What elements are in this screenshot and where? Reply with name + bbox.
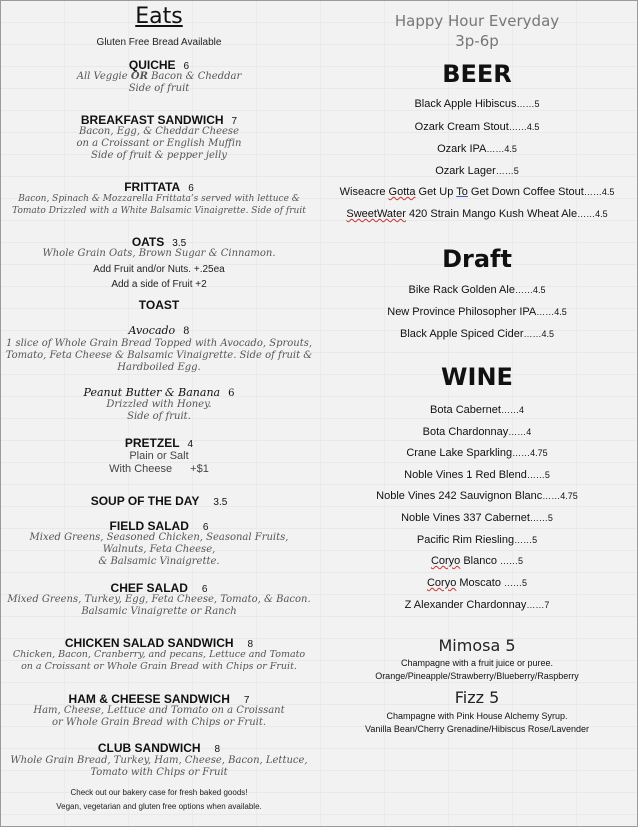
field-desc-2: Walnuts, Feta Cheese, — [102, 544, 216, 555]
chef-desc-2: Balsamic Vinaigrette or Ranch — [81, 606, 237, 617]
wine-item: Bota Chardonnay……4 — [422, 426, 532, 438]
happy-hour-time: 3p-6p — [455, 32, 499, 50]
beer-item: Ozark Cream Stout……4.5 — [414, 121, 540, 133]
fizz-desc-2: Vanilla Bean/Cherry Grenadine/Hibiscus Rose/Lavender — [365, 724, 589, 734]
wine-item: Z Alexander Chardonnay……7 — [404, 599, 550, 611]
club-desc-1: Whole Grain Bread, Turkey, Ham, Cheese, Bacon, Lettuce, — [10, 755, 308, 766]
fizz-title: Fizz 5 — [454, 688, 500, 707]
breakfast-desc-3: Side of fruit & pepper jelly — [91, 150, 227, 161]
pb-desc-1: Drizzled with Honey. — [106, 399, 212, 410]
pb-desc-2: Side of fruit. — [127, 411, 191, 422]
pb-banana-item: Peanut Butter & Banana 6 — [83, 386, 235, 399]
breakfast-desc-1: Bacon, Egg, & Cheddar Cheese — [79, 126, 239, 137]
toast-heading: TOAST — [138, 298, 180, 312]
wine-item: Coryo Blanco ……5 — [430, 555, 524, 567]
chicken-desc-1: Chicken, Bacon, Cranberry, and pecans, Lettuce and Tomato — [12, 649, 306, 660]
wine-item: Coryo Moscato ……5 — [426, 577, 528, 589]
wine-item: Bota Cabernet……4 — [430, 404, 524, 416]
pretzel-item: PRETZEL 4 — [124, 436, 194, 450]
chef-desc-1: Mixed Greens, Turkey, Egg, Feta Cheese, Tomato, & Bacon. — [7, 594, 311, 605]
avocado-toast-item: Avocado 8 — [128, 324, 190, 337]
beer-item: Wiseacre Gotta Get Up To Get Down Coffee Stout……4.5 — [339, 186, 615, 198]
oats-desc: Whole Grain Oats, Brown Sugar & Cinnamon. — [42, 248, 276, 259]
ham-desc-2: or Whole Grain Bread with Chips or Fruit. — [51, 717, 267, 728]
draft-item: New Province Philosopher IPA……4.5 — [387, 306, 567, 318]
field-desc-3: & Balsamic Vinaigrette. — [98, 556, 220, 567]
eats-title: Eats — [135, 4, 183, 29]
beer-item: Ozark IPA……4.5 — [437, 143, 517, 155]
avocado-desc-2: Tomato, Feta Cheese & Balsamic Vinaigrette. Side of fruit & — [5, 350, 313, 361]
soup-item: SOUP OF THE DAY 3.5 — [90, 494, 228, 508]
wine-item: Pacific Rim Riesling……5 — [416, 534, 538, 546]
footer-bakery: Check out our bakery case for fresh baked goods! — [70, 788, 248, 797]
wine-item: Crane Lake Sparkling……4.75 — [406, 447, 548, 459]
ham-desc-1: Ham, Cheese, Lettuce and Tomato on a Croissant — [33, 705, 285, 716]
draft-title: Draft — [442, 245, 512, 273]
frittata-desc-1: Bacon, Spinach & Mozzarella Frittata’s served with lettuce & — [18, 194, 300, 204]
avocado-desc-3: Hardboiled Egg. — [117, 362, 201, 373]
quiche-side: Side of fruit — [128, 83, 190, 94]
field-salad-item: FIELD SALAD 6 — [109, 519, 209, 533]
club-desc-2: Tomato with Chips or Fruit — [90, 767, 228, 778]
wine-item: Noble Vines 1 Red Blend……5 — [404, 469, 550, 481]
avocado-desc-1: 1 slice of Whole Grain Bread Topped with Avocado, Sprouts, — [5, 338, 313, 349]
wine-item: Noble Vines 337 Cabernet……5 — [401, 512, 553, 524]
pretzel-cheese: With Cheese +$1 — [109, 463, 209, 475]
wine-title: WINE — [441, 363, 513, 391]
beer-item: Ozark Lager……5 — [435, 165, 519, 177]
gluten-note: Gluten Free Bread Available — [96, 37, 222, 48]
quiche-desc: All Veggie OR Bacon & Cheddar — [76, 71, 242, 82]
oats-item: OATS 3.5 — [131, 235, 187, 249]
oats-addon: Add Fruit and/or Nuts. +.25ea — [93, 264, 225, 275]
ham-cheese-item: HAM & CHEESE SANDWICH 7 — [68, 692, 250, 706]
breakfast-sandwich-item: BREAKFAST SANDWICH 7 — [80, 113, 238, 127]
frittata-desc-2: Tomato Drizzled with a White Balsamic Vinaigrette. Side of fruit — [12, 206, 306, 216]
club-sandwich-item: CLUB SANDWICH 8 — [97, 741, 221, 755]
beer-title: BEER — [442, 60, 512, 88]
draft-item: Black Apple Spiced Cider……4.5 — [399, 328, 555, 340]
quiche-item: QUICHE 6 — [128, 58, 190, 72]
field-desc-1: Mixed Greens, Seasoned Chicken, Seasonal Fruits, — [29, 532, 289, 543]
chicken-salad-item: CHICKEN SALAD SANDWICH 8 — [64, 636, 254, 650]
draft-item: Bike Rack Golden Ale……4.5 — [408, 284, 546, 296]
mimosa-desc-2: Orange/Pineapple/Strawberry/Blueberry/Raspberry — [375, 671, 579, 681]
pretzel-options: Plain or Salt — [129, 450, 189, 462]
footer-options: Vegan, vegetarian and gluten free options when available. — [56, 802, 262, 811]
beer-item: Black Apple Hibiscus……5 — [414, 98, 540, 110]
mimosa-desc-1: Champagne with a fruit juice or puree. — [400, 658, 554, 668]
wine-item: Noble Vines 242 Sauvignon Blanc……4.75 — [376, 490, 578, 502]
chicken-desc-2: on a Croissant or Whole Grain Bread with Chips or Fruit. — [21, 661, 297, 672]
fizz-desc-1: Champagne with Pink House Alchemy Syrup. — [386, 711, 568, 721]
frittata-item: FRITTATA 6 — [124, 180, 194, 194]
happy-hour-title: Happy Hour Everyday — [394, 12, 560, 30]
oats-side: Add a side of Fruit +2 — [111, 279, 207, 290]
breakfast-desc-2: on a Croissant or English Muffin — [76, 138, 242, 149]
chef-salad-item: CHEF SALAD 6 — [110, 581, 208, 595]
mimosa-title: Mimosa 5 — [438, 636, 516, 655]
beer-item: SweetWater 420 Strain Mango Kush Wheat Ale……4.5 — [346, 208, 608, 220]
